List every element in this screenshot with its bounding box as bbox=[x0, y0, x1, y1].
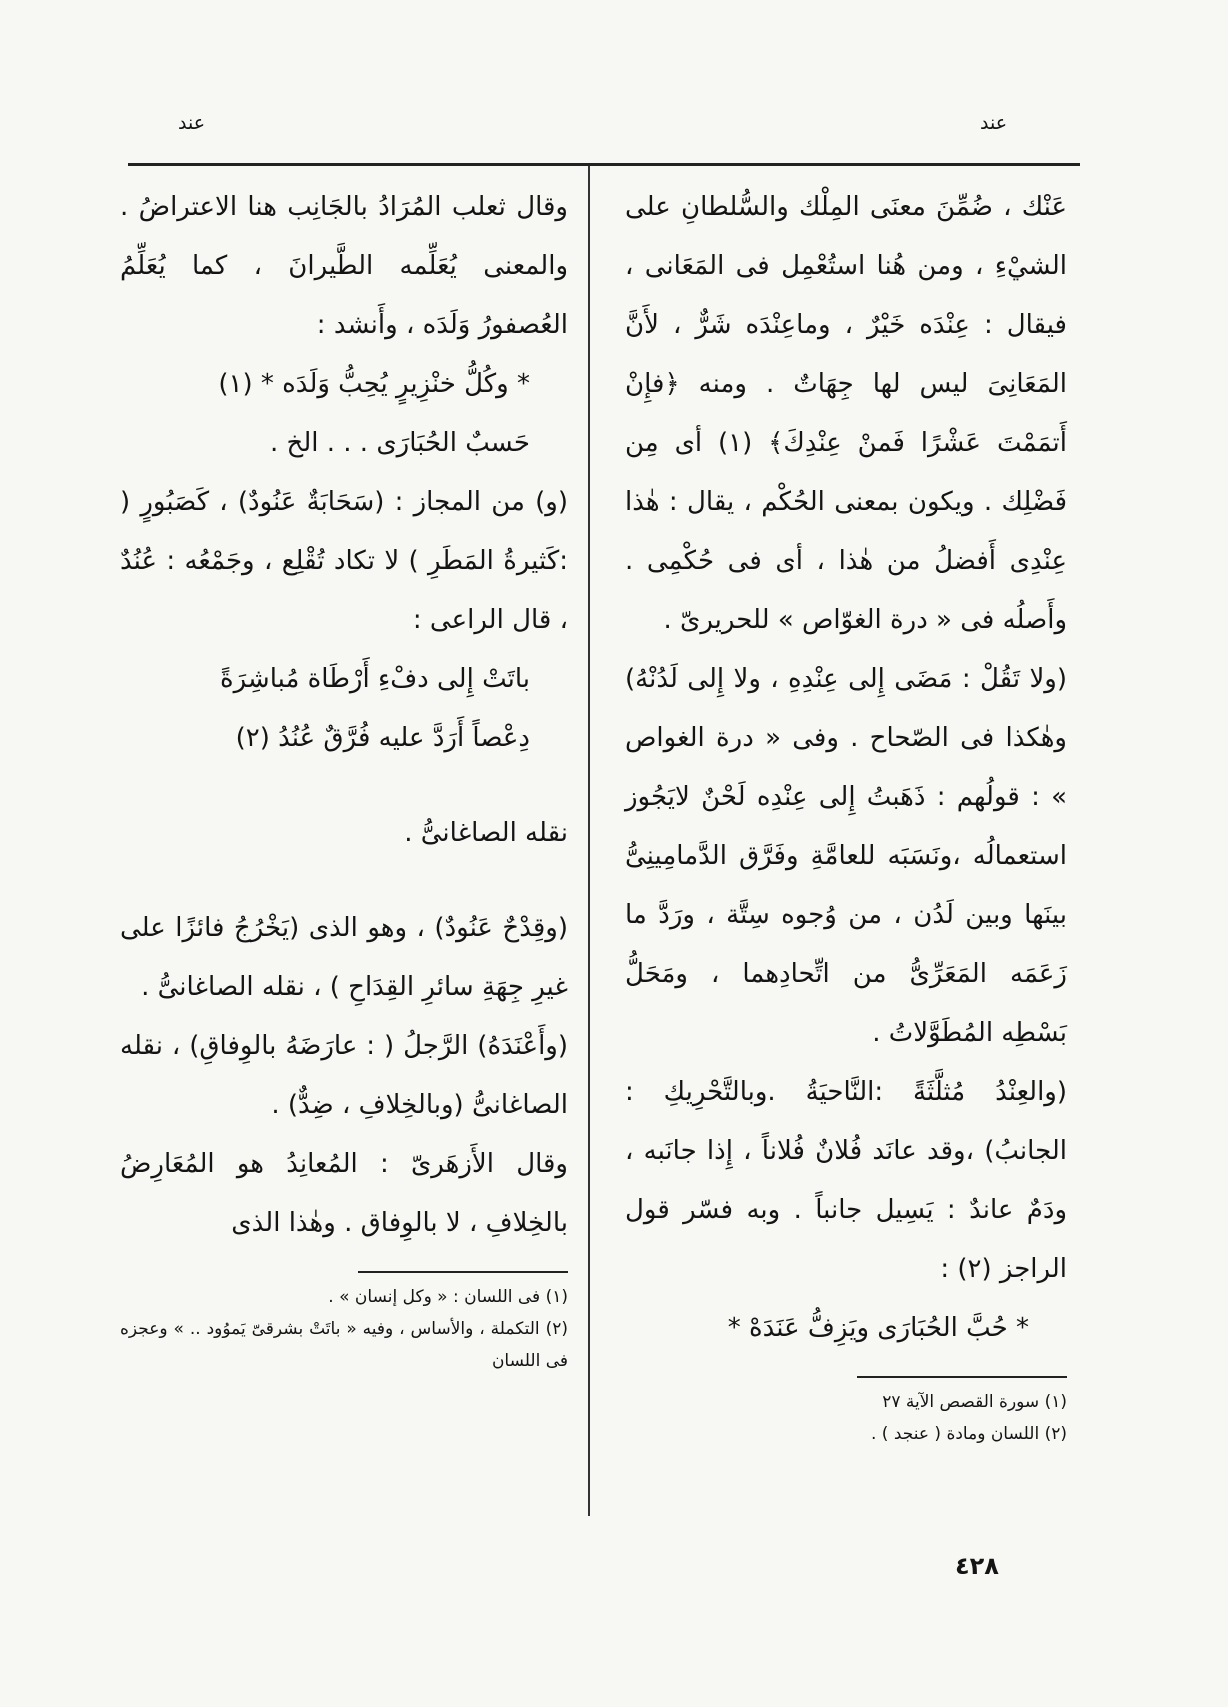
column-divider bbox=[588, 166, 590, 1516]
verse-line: * وكُلُّ خنْزِيرٍ يُحِبُّ وَلَدَه * (١) bbox=[218, 369, 530, 399]
paragraph: (ولا تَقُلْ : مَضَى إِلى عِنْدِهِ ، ولا إِلى لَدُنْهُ) وهٰكذا فى الصّحاح . وفى « درة الغواص » : قولُهم : ذَهَبتُ إِلى عِنْدِه لَحْنٌ لايَجُوز استعمالُه ،ونَسَبَه للعامَّةِ وفَرَّق الدَّمامِينِىُّ بينَها وبين لَدُن ، من وُجوه سِتَّة ، ورَدَّ ما زَعَمَه المَعَرِّىُّ من اتِّحادِهما ، ومَحَلُّ بَسْطِه المُطَوَّلاتُ . bbox=[625, 664, 1067, 1048]
paragraph: (والعِنْدُ مُثلَّثَةً :النَّاحيَةُ .وبالتَّحْرِيكِ : الجانبُ) ،وقد عانَد فُلانٌ فُلاناً ، إِذا جانَبه ، ودَمٌ عاندٌ : يَسِيل جانباً . وبه فسّر قول الراجز (٢) : bbox=[625, 1077, 1067, 1284]
footnote-rule bbox=[857, 1376, 1067, 1378]
page-number: ٤٢٨ bbox=[955, 1552, 999, 1580]
left-column bbox=[120, 178, 568, 1377]
paragraph: وقال الأَزهَرىّ : المُعانِدُ هو المُعَارِضُ بالخِلافِ ، لا بالوِفاق . وهٰذا الذى bbox=[120, 1149, 568, 1238]
paragraph: (وأَعْنَدَهُ) الرَّجلُ ( : عارَضَهُ بالوِفاقِ) ، نقله الصاغانىُّ (وبالخِلافِ ، ضِدٌّ) . bbox=[120, 1031, 568, 1120]
paragraph: نقله الصاغانىُّ . bbox=[404, 818, 568, 848]
footnote: (٢) اللسان ومادة ( عنجد ) . bbox=[870, 1424, 1067, 1444]
header-rule bbox=[128, 163, 1080, 166]
verse-line: * حُبَّ الحُبَارَى ويَزِفُّ عَنَدَهْ * bbox=[727, 1313, 1029, 1343]
verse-line: باتَتْ إِلى دفْءِ أَرْطَاة مُباشِرَةً bbox=[219, 664, 530, 694]
running-header-left: عند bbox=[178, 112, 206, 134]
spacer bbox=[120, 863, 568, 899]
verse-line: حَسبٌ الحُبَارَى . . . الخ . bbox=[270, 428, 530, 458]
footnote-rule bbox=[358, 1271, 568, 1273]
paragraph: وقال ثعلب المُرَادُ بالجَانِب هنا الاعتراضُ . والمعنى يُعَلِّمه الطَّيرانَ ، كما يُعَلِّمُ العُصفورُ وَلَدَه ، وأَنشد : bbox=[120, 192, 568, 340]
right-column bbox=[625, 178, 1067, 1450]
footnote: (١) فى اللسان : « وكل إنسان » . bbox=[328, 1287, 568, 1307]
paragraph: (و) من المجاز : (سَحَابَةٌ عَنُودٌ) ، كَصَبُورٍ ( :كَثيرةُ المَطَرِ ) لا تكاد تُقْلِع ، وجَمْعُه : عُنُدٌ ، قال الراعى : bbox=[120, 487, 568, 635]
footnote: (٢) التكملة ، والأساس ، وفيه « باتَتْ بشرقىّ يَموُود .. » وعجزه فى اللسان bbox=[120, 1319, 568, 1371]
verse-line: دِعْصاً أَرَدَّ عليه فُرَّقٌ عُنُدُ (٢) bbox=[235, 723, 530, 753]
spacer bbox=[120, 768, 568, 804]
running-header-right: عند bbox=[980, 112, 1008, 134]
footnote: (١) سورة القصص الآية ٢٧ bbox=[882, 1392, 1067, 1412]
paragraph: عَنْك ، ضُمِّنَ معنَى المِلْك والسُّلطانِ على الشيْءِ ، ومن هُنا استُعْمِل فى المَعَانى ، فيقال : عِنْدَه خَيْرٌ ، وماعِنْدَه شَرٌّ ، لأَنَّ المَعَانِىَ ليس لها جِهَاتٌ . ومنه ﴿فإِنْ أَتمَمْتَ عَشْرًا فَمنْ عِنْدِكَ﴾ (١) أى مِن فَضْلِك . ويكون بمعنى الحُكْم ، يقال : هٰذا عِنْدِى أَفضلُ من هٰذا ، أى فى حُكْمِى . وأَصلُه فى « درة الغوّاص » للحريرىّ . bbox=[625, 192, 1067, 635]
paragraph: (وقِدْحٌ عَنُودٌ) ، وهو الذى (يَخْرُجُ فائزًا على غيرِ جِهَةِ سائرِ القِدَاحِ ) ، نقله الصاغانىُّ . bbox=[120, 913, 568, 1002]
